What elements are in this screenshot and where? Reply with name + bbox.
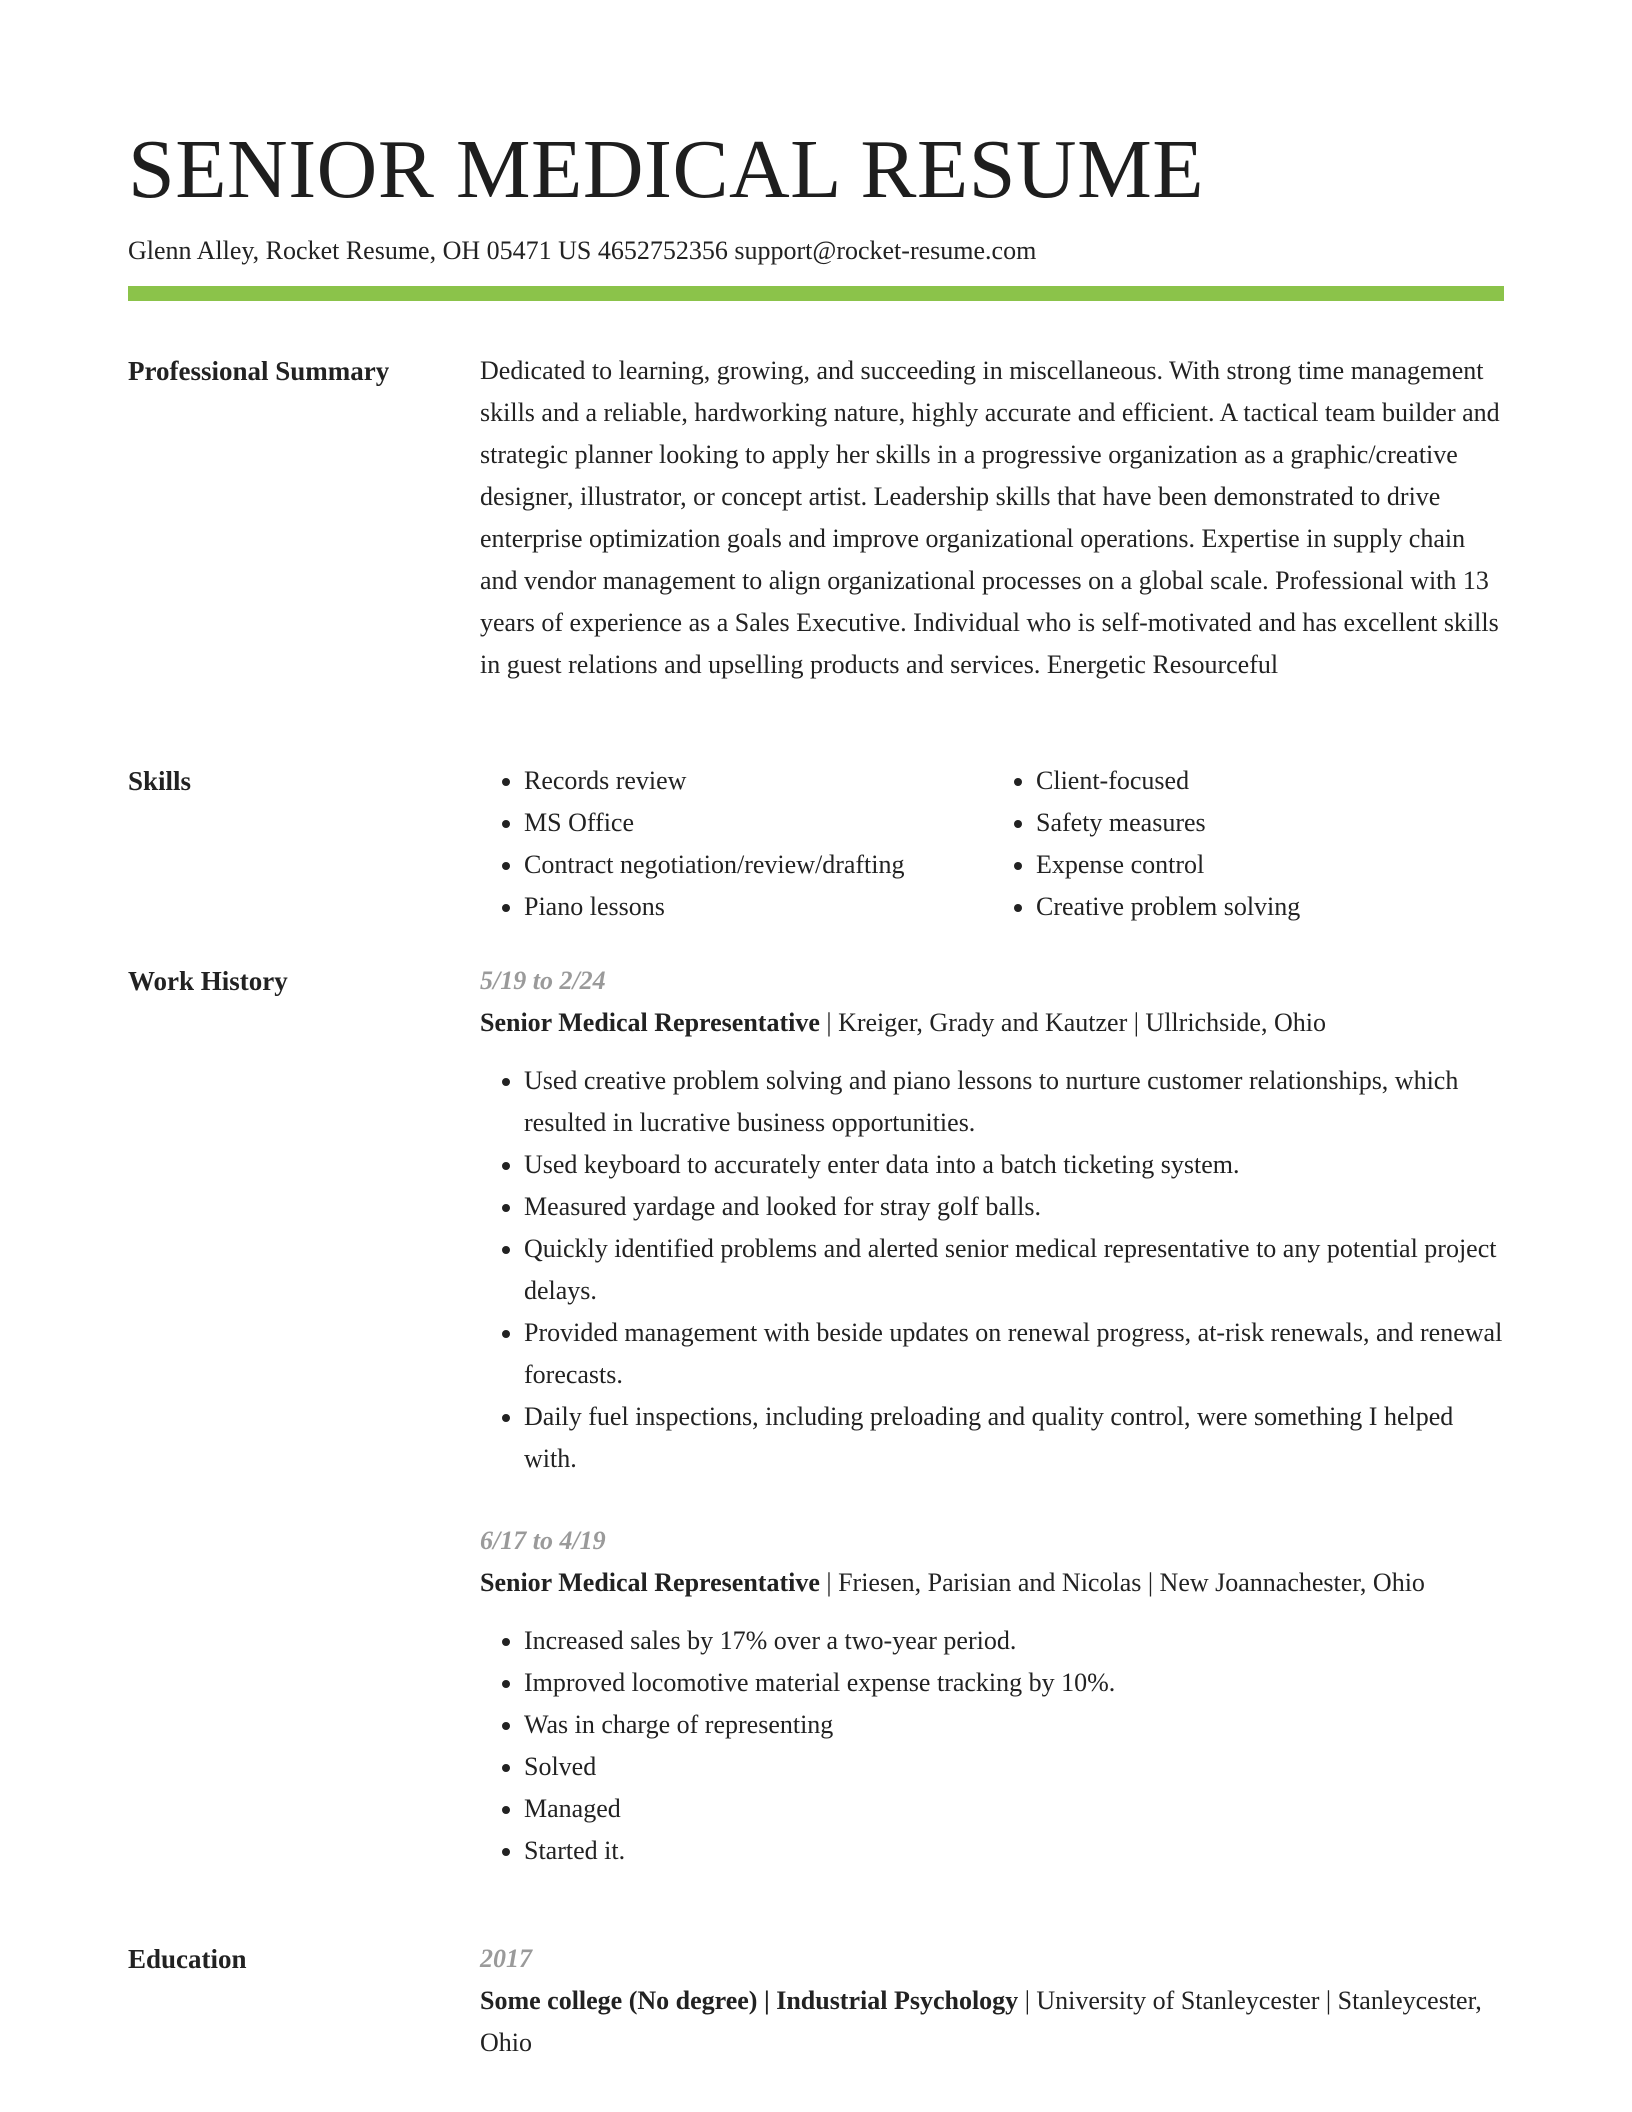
skill-item: • Client-focused — [1036, 760, 1504, 802]
section-label-work: Work History — [128, 966, 288, 996]
job-bullet: • Used creative problem solving and piano lessons to nurture customer relationships, which resulted in lucrative business opportunities. — [524, 1060, 1504, 1144]
job-heading — [480, 1002, 1504, 1044]
skill-item: • Safety measures — [1036, 802, 1504, 844]
education-degree: Some college (No degree) | Industrial Psychology — [480, 1986, 1019, 2015]
job-bullet: • Was in charge of representing — [524, 1704, 1504, 1746]
skill-item: • Contract negotiation/review/drafting — [524, 844, 992, 886]
header-divider — [128, 286, 1504, 301]
job-bullet: • Improved locomotive material expense tracking by 10%. — [524, 1662, 1504, 1704]
skill-item: • Records review — [524, 760, 992, 802]
job-bullet: • Started it. — [524, 1830, 1504, 1872]
job-company: | Kreiger, Grady and Kautzer | Ullrichside, Ohio — [819, 1008, 1326, 1037]
skills-list-left — [480, 760, 992, 928]
job-title: Senior Medical Representative — [480, 1008, 820, 1037]
job-bullet: • Quickly identified problems and alerted senior medical representative to any potential project delays. — [524, 1228, 1504, 1312]
education-section — [128, 1938, 1504, 2088]
summary-body — [480, 350, 1504, 686]
job-bullets — [480, 1620, 1504, 1872]
section-label-education: Education — [128, 1944, 247, 1974]
job-bullet: • Daily fuel inspections, including preloading and quality control, were something I helped with. — [524, 1396, 1504, 1480]
education-year: 2017 — [480, 1944, 532, 1973]
section-label-summary: Professional Summary — [128, 356, 390, 386]
education-heading — [480, 1980, 1504, 2064]
job-dates: 5/19 to 2/24 — [480, 966, 606, 995]
skills-section — [128, 760, 1504, 940]
job-bullet: • Solved — [524, 1746, 1504, 1788]
job-company: | Friesen, Parisian and Nicolas | New Joannachester, Ohio — [819, 1568, 1425, 1597]
job-bullet: • Increased sales by 17% over a two-year period. — [524, 1620, 1504, 1662]
skill-item: • MS Office — [524, 802, 992, 844]
skill-item: • Creative problem solving — [1036, 886, 1504, 928]
work-section — [128, 960, 1504, 1920]
contact-line: Glenn Alley, Rocket Resume, OH 05471 US 4652752356 support@rocket-resume.com — [128, 236, 1037, 265]
job-bullet: • Managed — [524, 1788, 1504, 1830]
job-entry — [480, 1520, 1504, 1872]
summary-section — [128, 350, 1504, 730]
job-heading — [480, 1562, 1504, 1604]
resume-title: SENIOR MEDICAL RESUME — [128, 123, 1205, 216]
summary-text: Dedicated to learning, growing, and succeeding in miscellaneous. With strong time management skills and a reliable, hardworking nature, highly accurate and efficient. A tactical team builder and strategic planner looking to apply her skills in a progressive organization as a graphic/creative designer, illustrator, or concept artist. Leadership skills that have been demonstrated to drive enterprise optimization goals and improve organizational operations. Expertise in supply chain and vendor management to align organizational processes on a global scale. Professional with 13 years of experience as a Sales Executive. Individual who is self-motivated and has excellent skills in guest relations and upselling products and services. Energetic Resourceful — [480, 356, 1500, 679]
job-bullet: • Provided management with beside updates on renewal progress, at-risk renewals, and renewal forecasts. — [524, 1312, 1504, 1396]
job-dates: 6/17 to 4/19 — [480, 1526, 606, 1555]
resume-header — [128, 118, 1504, 270]
skill-item: • Expense control — [1036, 844, 1504, 886]
skills-body — [480, 760, 1504, 928]
job-bullet: • Used keyboard to accurately enter data into a batch ticketing system. — [524, 1144, 1504, 1186]
skill-item: • Piano lessons — [524, 886, 992, 928]
job-bullets — [480, 1060, 1504, 1480]
work-body — [480, 960, 1504, 1912]
education-body — [480, 1938, 1504, 2064]
education-school: | University of Stanleycester | Stanleycester, Ohio — [480, 1986, 1482, 2057]
skills-list-right — [992, 760, 1504, 928]
job-entry — [480, 960, 1504, 1480]
job-title: Senior Medical Representative — [480, 1568, 820, 1597]
section-label-skills: Skills — [128, 766, 192, 796]
job-bullet: • Measured yardage and looked for stray golf balls. — [524, 1186, 1504, 1228]
